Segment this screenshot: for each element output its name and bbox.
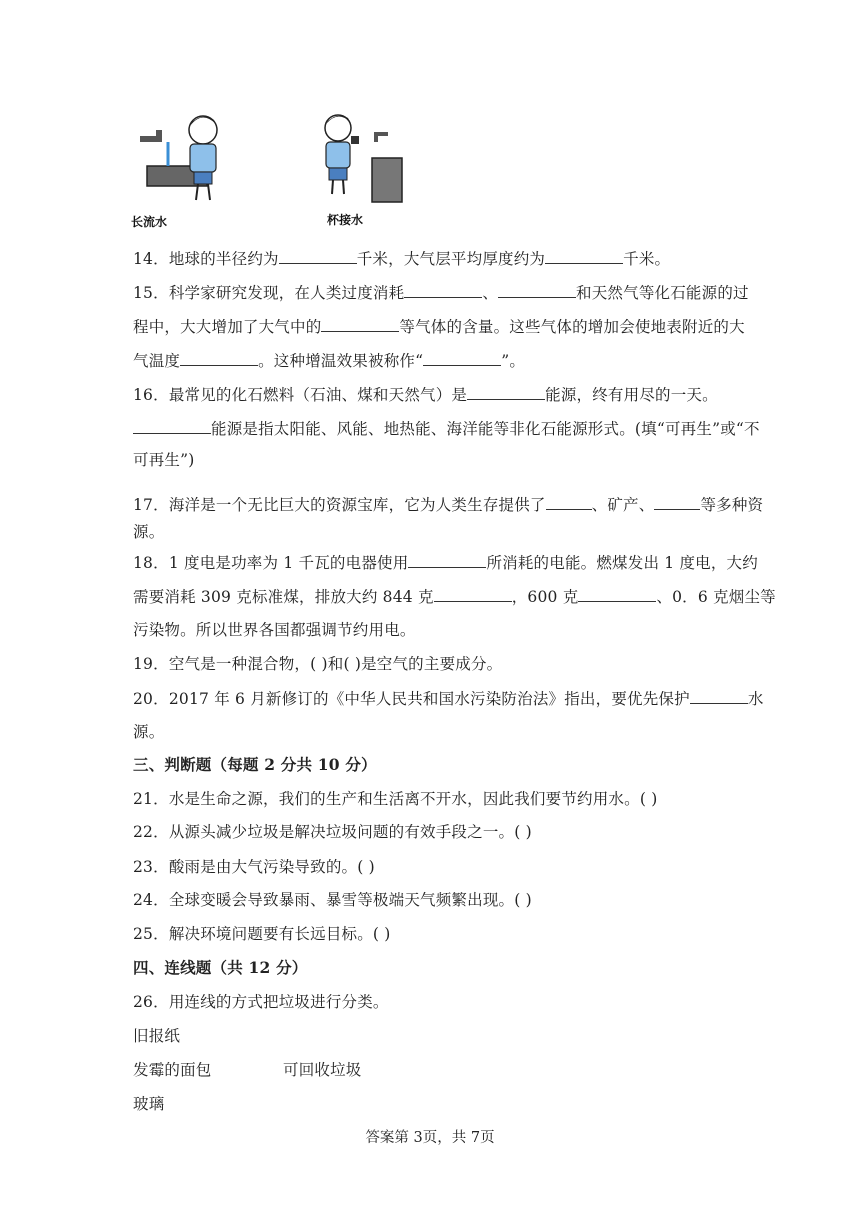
q18-text: ，600 克 bbox=[511, 588, 579, 606]
q15-text: 。这种增温效果被称作“ bbox=[258, 352, 424, 370]
question-15-line2 bbox=[133, 316, 745, 337]
q17-text: 源。 bbox=[133, 523, 165, 541]
question-17-line1 bbox=[133, 494, 763, 515]
q18-text: 所消耗的电能。燃煤发出 1 度电，大约 bbox=[486, 554, 758, 572]
answer-blank bbox=[133, 418, 211, 434]
q17-text: 等多种资 bbox=[700, 496, 764, 514]
q15-text: 气温度 bbox=[133, 352, 181, 370]
question-22: 22．从源头减少垃圾是解决垃圾问题的有效手段之一。( ) bbox=[133, 823, 532, 841]
answer-blank bbox=[404, 282, 482, 298]
question-18-line2 bbox=[133, 586, 776, 607]
q15-text: 程中，大大增加了大气中的 bbox=[133, 318, 322, 336]
q20-text: 源。 bbox=[133, 723, 165, 741]
question-20-line2 bbox=[133, 722, 164, 742]
q20-text: 水 bbox=[747, 690, 764, 708]
answer-blank bbox=[690, 688, 748, 704]
answer-blank bbox=[279, 248, 357, 264]
list-item: 玻璃 bbox=[133, 1095, 165, 1113]
answer-blank bbox=[498, 282, 576, 298]
question-17-line2 bbox=[133, 522, 164, 542]
answer-blank bbox=[321, 316, 399, 332]
question-16-line2 bbox=[133, 418, 760, 439]
q16-text: 16．最常见的化石燃料（石油、煤和天然气）是 bbox=[133, 386, 468, 404]
answer-blank bbox=[545, 248, 623, 264]
question-19: 19．空气是一种混合物，( )和( )是空气的主要成分。 bbox=[133, 655, 503, 673]
answer-blank bbox=[423, 350, 501, 366]
page-footer: 答案第 3页，共 7页 bbox=[365, 1130, 495, 1146]
q14-text-a: 14．地球的半径约为 bbox=[133, 250, 279, 268]
q18-text: 、0．6 克烟尘等 bbox=[656, 588, 776, 606]
question-23: 23．酸雨是由大气污染导致的。( ) bbox=[133, 858, 375, 876]
figure-caption-right: 杯接水 bbox=[327, 213, 364, 227]
q17-text: 、矿产、 bbox=[591, 496, 655, 514]
q16-text: 能源是指太阳能、风能、地热能、海洋能等非化石能源形式。(填“可再生”或“不 bbox=[211, 420, 760, 438]
question-15-line3 bbox=[133, 350, 525, 371]
answer-blank bbox=[180, 350, 258, 366]
q20-text: 20．2017 年 6 月新修订的《中华人民共和国水污染防治法》指出，要优先保护 bbox=[133, 690, 690, 708]
question-21: 21．水是生命之源，我们的生产和生活离不开水，因此我们要节约用水。( ) bbox=[133, 790, 658, 808]
answer-blank bbox=[467, 384, 545, 400]
q18-text: 18．1 度电是功率为 1 千瓦的电器使用 bbox=[133, 554, 409, 572]
question-26: 26．用连线的方式把垃圾进行分类。 bbox=[133, 993, 389, 1011]
question-18-line1 bbox=[133, 552, 758, 573]
category-recyclable: 可回收垃圾 bbox=[283, 1061, 362, 1079]
answer-blank bbox=[434, 586, 512, 602]
q18-text: 需要消耗 309 克标准煤，排放大约 844 克 bbox=[133, 588, 434, 606]
question-14 bbox=[133, 248, 670, 269]
q14-text-b: 千米，大气层平均厚度约为 bbox=[356, 250, 546, 268]
faucet-illustration bbox=[130, 108, 430, 233]
q15-text: ”。 bbox=[501, 352, 526, 370]
q16-text: 能源，终有用尽的一天。 bbox=[545, 386, 718, 404]
section-4-heading: 四、连线题（共 12 分） bbox=[133, 958, 308, 977]
answer-blank bbox=[546, 494, 592, 510]
q15-text: 等气体的含量。这些气体的增加会使地表附近的大 bbox=[399, 318, 745, 336]
question-25: 25．解决环境问题要有长远目标。( ) bbox=[133, 925, 391, 943]
question-20-line1 bbox=[133, 688, 764, 709]
question-18-line3 bbox=[133, 620, 416, 640]
answer-blank bbox=[408, 552, 486, 568]
q17-text: 17．海洋是一个无比巨大的资源宝库，它为人类生存提供了 bbox=[133, 496, 546, 514]
water-usage-figure bbox=[130, 108, 430, 233]
q15-text: 15．科学家研究发现，在人类过度消耗 bbox=[133, 284, 405, 302]
figure-caption-left: 长流水 bbox=[131, 215, 168, 229]
list-item: 发霉的面包 bbox=[133, 1061, 212, 1079]
list-item: 旧报纸 bbox=[133, 1027, 181, 1045]
question-16-line3 bbox=[133, 450, 194, 470]
q15-text: 和天然气等化石能源的过 bbox=[576, 284, 749, 302]
q14-text-c: 千米。 bbox=[623, 250, 671, 268]
question-15-line1 bbox=[133, 282, 749, 303]
q16-text: 可再生”) bbox=[133, 451, 195, 469]
question-24: 24．全球变暖会导致暴雨、暴雪等极端天气频繁出现。( ) bbox=[133, 891, 532, 909]
question-16-line1 bbox=[133, 384, 718, 405]
section-3-heading: 三、判断题（每题 2 分共 10 分） bbox=[133, 755, 377, 774]
answer-blank bbox=[654, 494, 700, 510]
q18-text: 污染物。所以世界各国都强调节约用电。 bbox=[133, 621, 416, 639]
q15-text: 、 bbox=[482, 284, 499, 302]
answer-blank bbox=[578, 586, 656, 602]
